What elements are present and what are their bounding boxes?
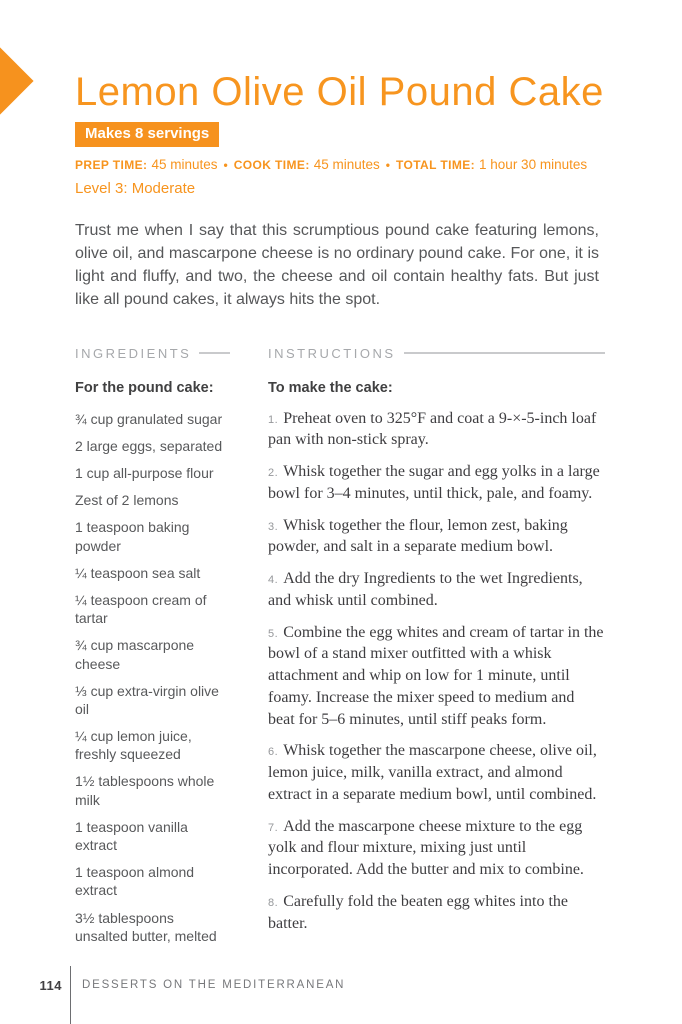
ingredients-heading: INGREDIENTS (75, 345, 192, 361)
difficulty-level: Level 3: Moderate (75, 179, 196, 197)
ingredient-item: ⅓ cup extra-virgin olive oil (75, 682, 219, 717)
instruction-step (268, 622, 605, 731)
ingredient-item: ¼ teaspoon cream of tartar (75, 591, 207, 627)
instruction-step (268, 816, 605, 881)
total-time-label: TOTAL TIME: (395, 158, 476, 172)
prep-time (75, 157, 218, 172)
instruction-step (268, 568, 605, 612)
page-number: 114 (39, 978, 62, 993)
ingredient-item: 2 large eggs, separated (75, 437, 223, 454)
meta-separator: • (223, 158, 228, 172)
step-text: Carefully fold the beaten egg whites into the batter. (268, 892, 568, 932)
ingredient-item: 1 teaspoon baking powder (75, 519, 190, 554)
instructions-header (268, 346, 605, 361)
ingredient-item: Zest of 2 lemons (75, 492, 179, 509)
step-number: 8. (268, 896, 279, 909)
instructions-list (268, 408, 605, 935)
ingredient-item: 1½ tablespoons whole milk (75, 773, 215, 808)
page-footer (0, 966, 682, 1024)
total-time (396, 157, 587, 172)
instruction-step (268, 740, 605, 805)
instruction-step (268, 891, 605, 935)
instruction-step (268, 461, 605, 505)
instructions-column (268, 346, 605, 954)
step-number: 4. (268, 574, 279, 587)
step-text: Whisk together the mascarpone cheese, olive oil, lemon juice, milk, vanilla extract, and almond extract in a separate medium bowl, until combined. (268, 742, 597, 803)
step-number: 3. (268, 520, 279, 533)
ingredient-item: 1 cup all-purpose flour (75, 465, 214, 481)
step-number: 5. (268, 627, 279, 640)
instructions-heading: INSTRUCTIONS (268, 345, 396, 361)
ingredient-item: 3½ tablespoons unsalted butter, melted (75, 909, 217, 944)
servings-badge: Makes 8 servings (75, 122, 219, 147)
intro-paragraph: Trust me when I say that this scrumptious pound cake featuring lemons, olive oil, and mascarpone cheese is no ordinary pound cake. For one, it is light and fluffy, and two, the cheese and oil contain healthy fats. But just like all pound cakes, it always hits the spot. (75, 221, 599, 309)
total-time-value: 1 hour 30 minutes (479, 157, 588, 172)
ingredient-item: ¼ cup lemon juice, freshly squeezed (75, 728, 192, 763)
ingredient-item: 1 teaspoon vanilla extract (75, 818, 188, 853)
ingredients-column (75, 346, 230, 954)
ingredients-list (75, 410, 230, 945)
book-title: DESSERTS ON THE MEDITERRANEAN (82, 979, 346, 991)
step-number: 7. (268, 821, 279, 834)
recipe-columns (75, 346, 625, 954)
step-text: Preheat oven to 325°F and coat a 9-×-5-inch loaf pan with non-stick spray. (268, 409, 597, 449)
ingredient-item: ¾ cup granulated sugar (75, 410, 223, 427)
instructions-subheading: To make the cake: (268, 379, 393, 396)
step-text: Combine the egg whites and cream of tartar in the bowl of a stand mixer outfitted with a whisk attachment and whip on low for 1 minute, until foamy. Increase the mixer speed to medium and beat for 5–6 minutes, until stiff peaks form. (268, 623, 604, 728)
ingredients-rule (199, 352, 230, 354)
step-text: Add the dry Ingredients to the wet Ingredients, and whisk until combined. (268, 570, 583, 609)
step-number: 2. (268, 467, 279, 480)
ingredients-header (75, 346, 230, 361)
ingredients-subheading: For the pound cake: (75, 379, 214, 396)
step-text: Whisk together the sugar and egg yolks in a large bowl for 3–4 minutes, until thick, pale, and foamy. (268, 463, 600, 502)
step-text: Whisk together the flour, lemon zest, baking powder, and salt in a separate medium bowl. (268, 516, 568, 556)
footer-divider (70, 966, 71, 1024)
page-title: Lemon Olive Oil Pound Cake (75, 70, 604, 114)
ingredient-item: 1 teaspoon almond extract (75, 864, 195, 899)
ingredient-item: ¼ teaspoon sea salt (75, 564, 201, 581)
prep-time-value: 45 minutes (151, 157, 218, 172)
step-number: 1. (268, 413, 279, 426)
cook-time (234, 157, 380, 172)
step-text: Add the mascarpone cheese mixture to the egg yolk and flour mixture, mixing just until incorporated. Add the butter and mix to combine. (268, 817, 584, 879)
ingredient-item: ¾ cup mascarpone cheese (75, 637, 195, 672)
cook-time-label: COOK TIME: (233, 158, 310, 172)
instruction-step (268, 408, 605, 452)
step-number: 6. (268, 746, 279, 759)
instructions-rule (404, 352, 606, 354)
instruction-step (268, 515, 605, 559)
meta-separator: • (385, 158, 390, 172)
recipe-meta (75, 157, 625, 174)
cook-time-value: 45 minutes (313, 157, 380, 172)
prep-time-label: PREP TIME: (75, 158, 148, 172)
